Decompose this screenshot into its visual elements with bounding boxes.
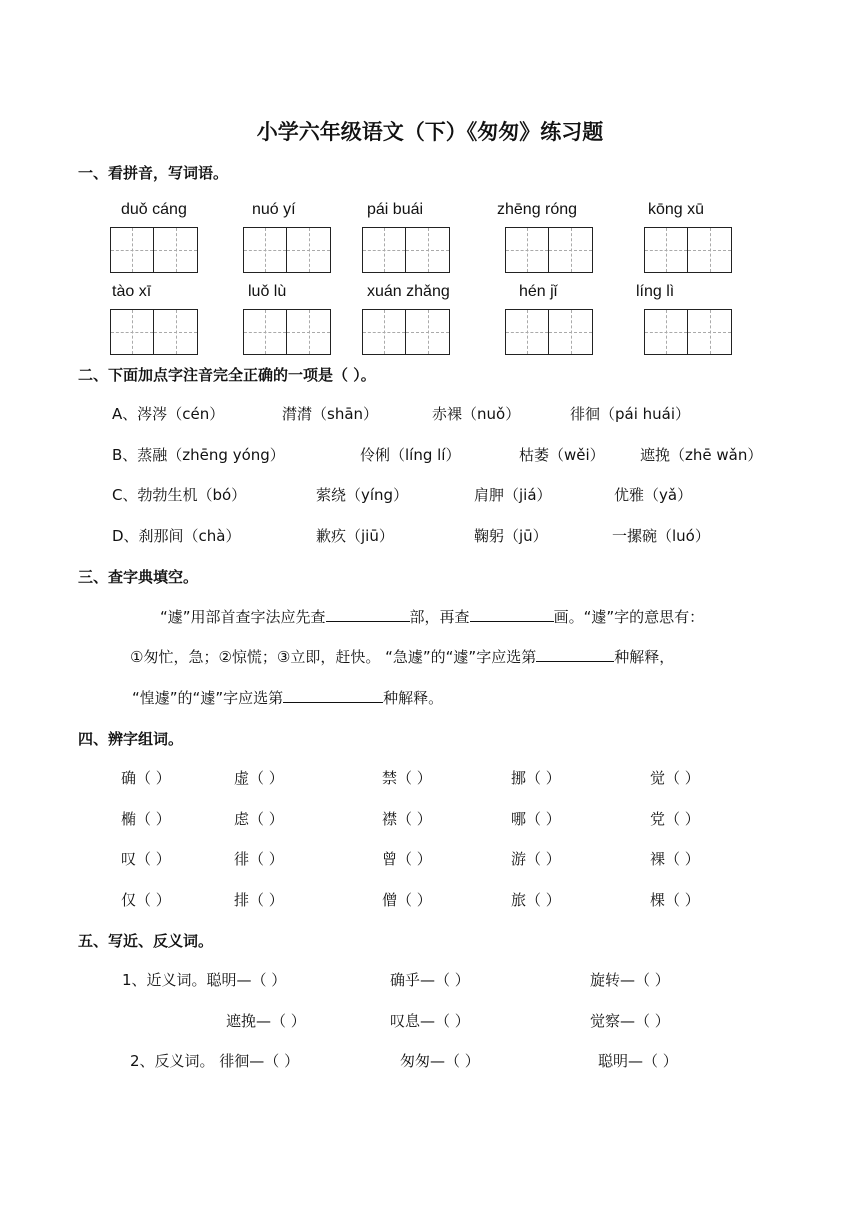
writing-box-1[interactable] bbox=[110, 227, 198, 273]
section-3-heading: 三、查字典填空。 bbox=[78, 568, 199, 586]
option-d-2: 歉疚（jiū） bbox=[316, 527, 394, 545]
word-cell: 确（ ） bbox=[121, 769, 171, 787]
word-cell: 禁（ ） bbox=[382, 769, 432, 787]
option-a-1: A、涔涔（cén） bbox=[112, 405, 225, 423]
word-cell: 仅（ ） bbox=[121, 891, 171, 909]
writing-box-5[interactable] bbox=[644, 227, 732, 273]
writing-box-7[interactable] bbox=[243, 309, 331, 355]
word-cell: 哪（ ） bbox=[511, 810, 561, 828]
word-cell: 虑（ ） bbox=[234, 810, 284, 828]
word-cell: 排（ ） bbox=[234, 891, 284, 909]
page-title: 小学六年级语文（下）《匆匆》练习题 bbox=[256, 120, 604, 144]
dictionary-line-3: “惶遽”的“遽”字应选第 种解释。 bbox=[132, 689, 444, 707]
pinyin-6: tào xī bbox=[112, 283, 152, 300]
writing-box-4[interactable] bbox=[505, 227, 593, 273]
option-c-2: 萦绕（yíng） bbox=[316, 486, 409, 504]
section-2-heading: 二、下面加点字注音完全正确的一项是（ ）。 bbox=[78, 366, 376, 384]
blank-meaning-2[interactable] bbox=[283, 687, 383, 703]
pinyin-5: kōng xū bbox=[648, 201, 705, 218]
pinyin-4: zhēng róng bbox=[497, 201, 578, 218]
word-cell: 叹（ ） bbox=[121, 850, 171, 868]
blank-radical[interactable] bbox=[326, 606, 410, 622]
word-cell: 挪（ ） bbox=[511, 769, 561, 787]
pinyin-9: hén jǐ bbox=[519, 283, 558, 300]
writing-box-10[interactable] bbox=[644, 309, 732, 355]
synonym-5: 叹息—（ ） bbox=[390, 1012, 470, 1030]
option-d-3: 鞠躬（jū） bbox=[474, 527, 548, 545]
word-cell: 裸（ ） bbox=[650, 850, 700, 868]
word-cell: 虚（ ） bbox=[234, 769, 284, 787]
synonym-3: 旋转—（ ） bbox=[590, 971, 670, 989]
synonym-6: 觉察—（ ） bbox=[590, 1012, 670, 1030]
word-cell: 襟（ ） bbox=[382, 810, 432, 828]
pinyin-2: nuó yí bbox=[252, 201, 296, 218]
option-c-4: 优雅（yǎ） bbox=[614, 486, 693, 504]
pinyin-10: líng lì bbox=[636, 283, 675, 300]
word-cell: 觉（ ） bbox=[650, 769, 700, 787]
pinyin-8: xuán zhǎng bbox=[367, 283, 450, 300]
section-1-heading: 一、看拼音，写词语。 bbox=[78, 164, 229, 182]
pinyin-1: duǒ cáng bbox=[121, 201, 187, 218]
option-b-2: 伶俐（líng lí） bbox=[360, 446, 461, 464]
writing-box-3[interactable] bbox=[362, 227, 450, 273]
blank-meaning-1[interactable] bbox=[536, 646, 614, 662]
antonym-3: 聪明—（ ） bbox=[598, 1052, 678, 1070]
word-cell: 曾（ ） bbox=[382, 850, 432, 868]
section-4-heading: 四、辨字组词。 bbox=[78, 730, 184, 748]
word-cell: 椭（ ） bbox=[121, 810, 171, 828]
blank-strokes[interactable] bbox=[470, 606, 554, 622]
dictionary-line-2: ①匆忙，急；②惊慌；③立即，赶快。 “急遽”的“遽”字应选第 种解释， bbox=[130, 648, 675, 666]
option-c-3: 肩胛（jiá） bbox=[474, 486, 552, 504]
antonym-2: 匆匆—（ ） bbox=[400, 1052, 480, 1070]
option-b-4: 遮挽（zhē wǎn） bbox=[640, 446, 763, 464]
section-5-heading: 五、写近、反义词。 bbox=[78, 932, 214, 950]
synonym-1: 1、近义词。聪明—（ ） bbox=[122, 971, 287, 989]
writing-box-2[interactable] bbox=[243, 227, 331, 273]
word-cell: 棵（ ） bbox=[650, 891, 700, 909]
synonym-4: 遮挽—（ ） bbox=[226, 1012, 306, 1030]
option-c-1: C、勃勃生机（bó） bbox=[112, 486, 247, 504]
pinyin-7: luǒ lù bbox=[248, 283, 287, 300]
writing-box-8[interactable] bbox=[362, 309, 450, 355]
option-a-2: 潸潸（shān） bbox=[282, 405, 379, 423]
option-b-3: 枯萎（wěi） bbox=[519, 446, 605, 464]
option-a-4: 徘徊（pái huái） bbox=[570, 405, 691, 423]
option-d-4: 一摞碗（luó） bbox=[612, 527, 710, 545]
writing-box-6[interactable] bbox=[110, 309, 198, 355]
word-cell: 党（ ） bbox=[650, 810, 700, 828]
option-d-1: D、刹那间（chà） bbox=[112, 527, 241, 545]
option-b-1: B、蒸融（zhēng yóng） bbox=[112, 446, 285, 464]
dictionary-line-1: “遽”用部首查字法应先查 部，再查 画。“遽”字的意思有： bbox=[160, 608, 705, 626]
option-a-3: 赤裸（nuǒ） bbox=[432, 405, 521, 423]
word-cell: 徘（ ） bbox=[234, 850, 284, 868]
antonym-1: 2、反义词。 徘徊—（ ） bbox=[130, 1052, 300, 1070]
word-cell: 僧（ ） bbox=[382, 891, 432, 909]
word-cell: 旅（ ） bbox=[511, 891, 561, 909]
word-cell: 游（ ） bbox=[511, 850, 561, 868]
synonym-2: 确乎—（ ） bbox=[390, 971, 470, 989]
writing-box-9[interactable] bbox=[505, 309, 593, 355]
pinyin-3: pái buái bbox=[367, 201, 424, 218]
